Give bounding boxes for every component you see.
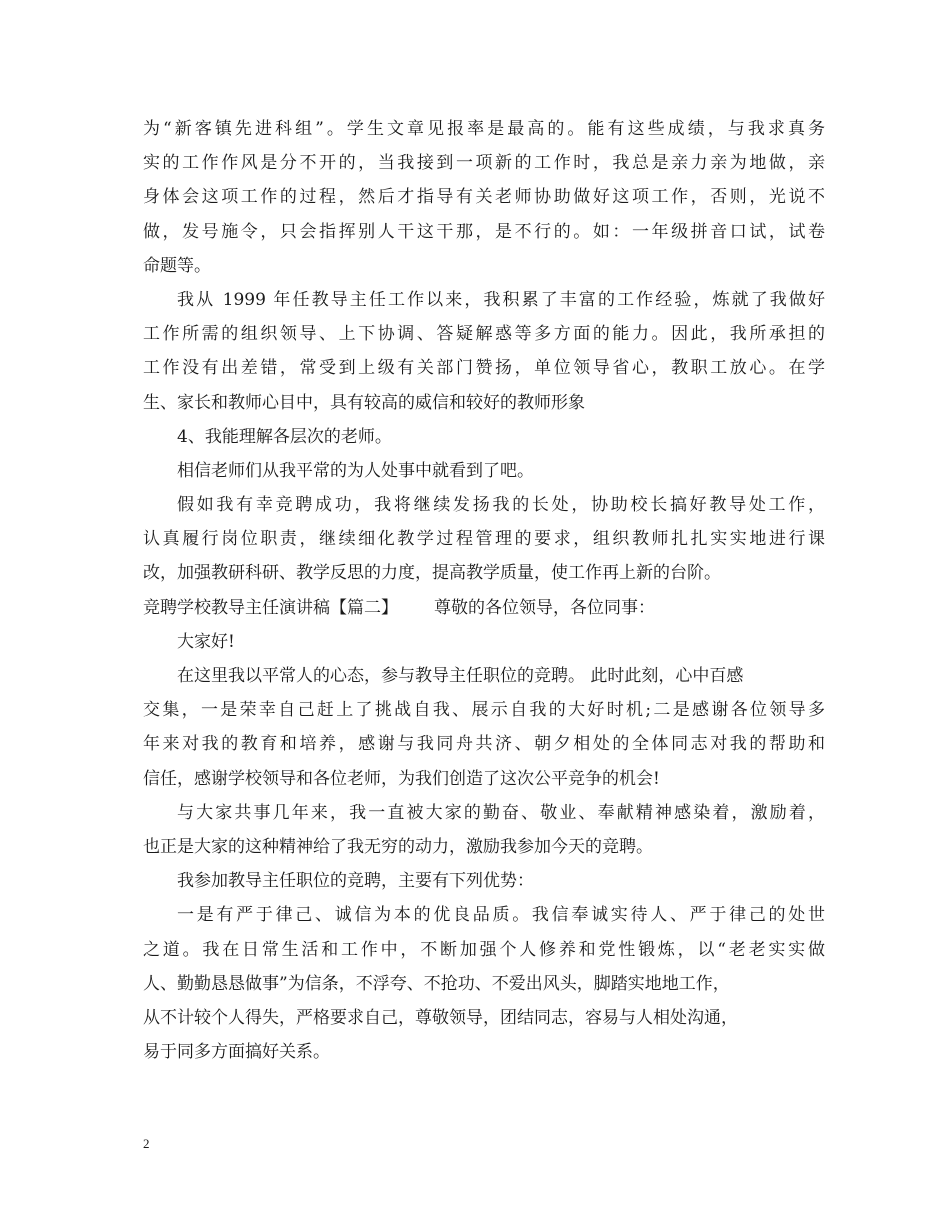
text-line: 为“新客镇先进科组”。学生文章见报率是最高的。能有这些成绩，与我求真务 <box>143 119 825 139</box>
salutation: 尊敬的各位领导，各位同事： <box>434 597 655 618</box>
text-line: 一是有严于律己、诚信为本的优良品质。我信奉诚实待人、严于律己的处世 <box>177 905 825 926</box>
text-line: 之道。我在日常生活和工作中，不断加强个人修养和党性锻炼，以“老老实实做 <box>143 939 825 960</box>
text-line: 实的工作作风是分不开的，当我接到一项新的工作时，我总是亲力亲为地做，亲 <box>143 153 825 174</box>
text-line: 信任，感谢学校领导和各位老师，为我们创造了这次公平竞争的机会! <box>143 768 660 789</box>
page-number: 2 <box>143 1136 150 1151</box>
text-line: 与大家共事几年来，我一直被大家的勤奋、敬业、奉献精神感染着，激励着， <box>177 802 825 823</box>
text-line: 我参加教导主任职位的竞聘，主要有下列优势： <box>177 871 534 892</box>
text-line: 身体会这项工作的过程，然后才指导有关老师协助做好这项工作，否则，光说不 <box>143 187 825 208</box>
text-line: 也正是大家的这种精神给了我无穷的动力，激励我参加今天的竞聘。 <box>143 836 653 857</box>
text-line: 在这里我以平常人的心态，参与教导主任职位的竞聘。 此时此刻，心中百感 <box>177 666 744 686</box>
body-text <box>143 112 825 1069</box>
section-title: 竞聘学校教导主任演讲稿【篇二】 <box>143 597 398 618</box>
text-line: 认真履行岗位职责，继续细化教学过程管理的要求，组织教师扎扎实实地进行课 <box>143 529 825 550</box>
text-line: 改，加强教研科研、教学反思的力度，提高教学质量，使工作再上新的台阶。 <box>143 563 721 584</box>
text-line: 交集，一是荣幸自己赶上了挑战自我、展示自我的大好时机;二是感谢各位领导多 <box>143 700 825 721</box>
text-line: 年来对我的教育和培养，感谢与我同舟共济、朝夕相处的全体同志对我的帮助和 <box>143 734 825 755</box>
text-line: 做，发号施令，只会指挥别人干这干那，是不行的。如：一年级拼音口试，试卷 <box>143 221 825 242</box>
text-line: 假如我有幸竞聘成功，我将继续发扬我的长处，协助校长搞好教导处工作， <box>177 495 825 516</box>
text-line: 易于同多方面搞好关系。 <box>143 1042 330 1063</box>
text-line: 相信老师们从我平常的为人处事中就看到了吧。 <box>177 460 534 481</box>
text-line: 从不计较个人得失，严格要求自己，尊敬领导，团结同志，容易与人相处沟通， <box>143 1007 738 1028</box>
text-line: 工作没有出差错，常受到上级有关部门赞扬，单位领导省心，教职工放心。在学 <box>143 358 825 379</box>
section-heading-line <box>143 591 825 625</box>
text-line: 生、家长和教师心目中，具有较高的威信和较好的教师形象 <box>143 392 585 413</box>
text-line: 命题等。 <box>143 255 211 276</box>
text-line: 人、勤勤恳恳做事”为信条，不浮夸、不抢功、不爱出风头，脚踏实地地工作， <box>143 973 730 994</box>
text-line: 我从 1999 年任教导主任工作以来，我积累了丰富的工作经验，炼就了我做好 <box>177 289 825 310</box>
text-line: 4、我能理解各层次的老师。 <box>177 426 392 447</box>
text-line: 工作所需的组织领导、上下协调、答疑解惑等多方面的能力。因此，我所承担的 <box>143 324 825 345</box>
text-line: 大家好! <box>177 631 235 652</box>
